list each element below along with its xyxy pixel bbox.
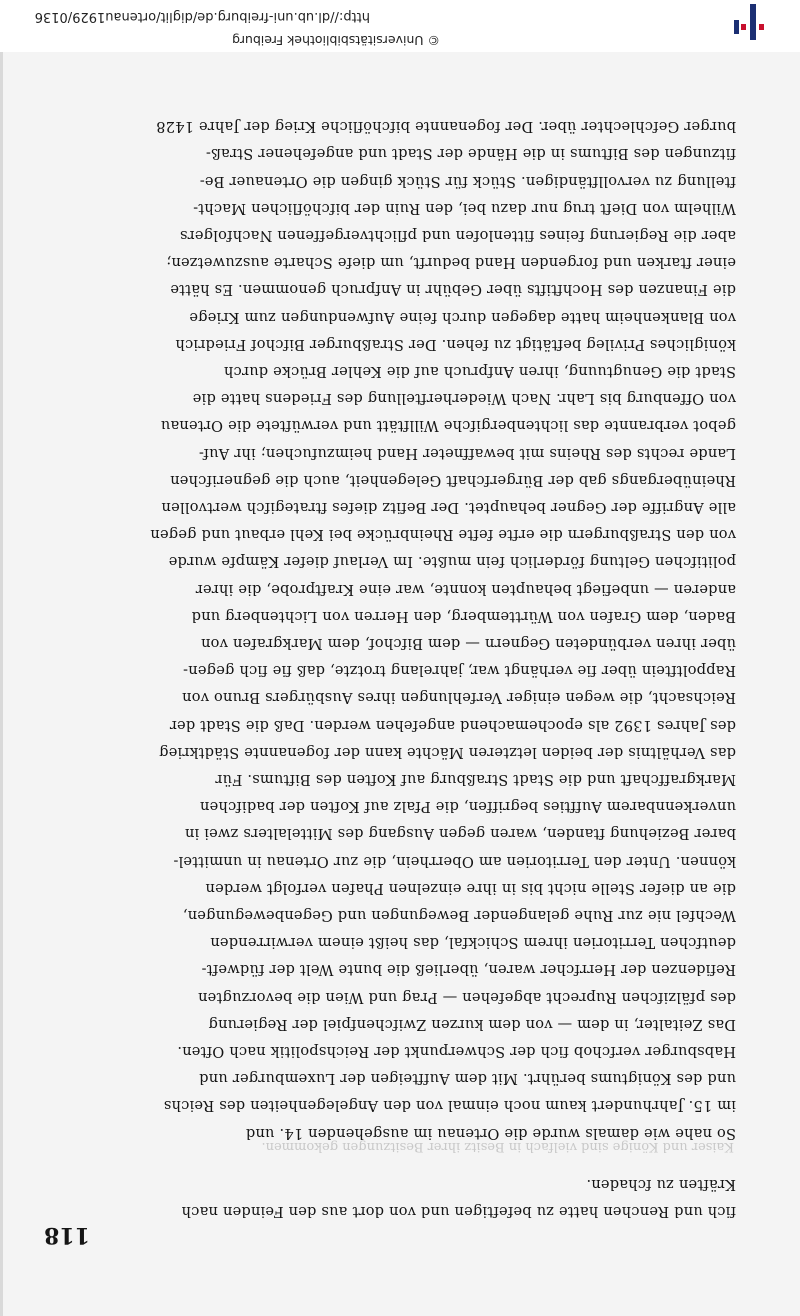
text-line: fitzungen des Biftums in die Hände der Stadt und angefehener Straß- — [205, 145, 736, 163]
page-number: 118 — [44, 1222, 90, 1248]
text-line: von den Straßburgern die erfte fefte Rheinbrücke bei Kehl erbaut und gegen — [150, 526, 736, 544]
text-line: Kräften zu fchaden. — [586, 1175, 736, 1193]
text-line: Lande rechts des Rheins mit bewaffneter Hand heimzufuchen; ihr Auf- — [198, 444, 736, 462]
text-line: Rappoltftein über fie verhängt war, jahrelang trotzte, daß fie fich gegen- — [182, 662, 736, 680]
text-line: über ihren verbündeten Gegnern — dem Bifchof, dem Markgrafen von — [200, 635, 736, 652]
text-line: unverkennbarem Auffties begriffen, die Pfalz auf Koften der badifchen — [199, 798, 736, 816]
text-line: aber die Regierung feines fittenlofen und pflichtvergeffenen Nachfolgers — [179, 227, 736, 244]
text-line: Baden, dem Grafen von Württemberg, den Herren von Lichtenberg und — [191, 607, 736, 625]
text-line: Markgraffchaft und die Stadt Straßburg auf Koften des Biftums. Für — [215, 771, 736, 788]
scan-edge — [0, 0, 3, 1316]
text-line: deutfchen Territorien ihrem Schickfal, das heißt einem verwirrenden — [210, 934, 736, 952]
copyright-notice: © Universitätsbibliothek Freiburg — [232, 33, 440, 48]
text-line: alle Angriffe der Gegner behauptet. Der Befitz diefes ftrategifch wertvollen — [161, 499, 736, 516]
text-line: ftellung zu vervollftändigen. Stück für Stück gingen die Ortenauer Be- — [199, 172, 736, 190]
text-line: fich und Renchen hatte zu befeftigen und von dort aus den Feinden nach — [181, 1203, 736, 1220]
text-line: Rheinübergangs gab der Bürgerfchaft Gelegenheit, auch die gegnerifchen — [169, 471, 736, 489]
text-line: politifchen Geltung förderlich fein mußte. Im Verlauf diefer Kämpfe wurde — [168, 553, 736, 571]
text-line: und des Königtums berührt. Mit dem Auffteigen der Luxemburger und — [198, 1070, 736, 1088]
text-line: Refidenzen der Herrfcher waren, überließ die bunte Welt der füdweft- — [201, 961, 736, 979]
text-line: können. Unter den Territorien am Oberrhein, die zur Ortenau in unmittel- — [173, 852, 736, 870]
text-line: gebot verbrannte das lichtenbergifche Willftätt und verwüftete die Ortenau — [160, 417, 736, 435]
bleed-through-line: Kaiser und Könige sind vielfach in Besitz ihrer Besitzungen gekommen. — [261, 1139, 734, 1154]
text-line: Reichsacht, die wegen einiger Verfehlungen ihres Ausbürgers Bruno von — [181, 689, 736, 707]
text-line: Das Zeitalter, in dem — von dem kurzen Zwifchenfpiel der Regierung — [208, 1015, 736, 1033]
ub-freiburg-logo-icon — [730, 2, 772, 44]
text-line: burger Gefchlechter über. Der fogenannte bifchöfliche Krieg der Jahre 1428 — [155, 118, 736, 136]
text-line: im 15. Jahrhundert kaum noch einmal von den Angelegenheiten des Reichs — [163, 1097, 736, 1115]
text-line: von Blankenheim hatte dagegen durch feine Aufwendungen zum Kriege — [189, 308, 736, 326]
text-line: das Verhältnis der beiden letzteren Mächte kann der fogenannte Städtkrieg — [158, 743, 736, 761]
text-line: Stadt die Genugtuung, ihren Anfpruch auf die Kehler Brücke durch — [223, 363, 736, 380]
text-line: Wilhelm von Dieft trug nur dazu bei, den Ruin der bifchöflichen Macht- — [192, 199, 736, 217]
text-line: einer ftarken und forgenden Hand bedurft, um diefe Scharte auszuwetzen; — [166, 254, 736, 272]
viewer-header — [0, 0, 800, 52]
document-url-link[interactable]: http://dl.ub.uni-freiburg.de/diglit/ortenau1929/0136 — [34, 9, 370, 24]
text-line: die Finanzen des Hochftifts über Gebühr in Anfpruch genommen. Es hätte — [170, 281, 736, 299]
text-line: des pfälzifchen Ruprecht abgefehen — Prag und Wien die bevorzugten — [197, 988, 736, 1006]
text-line: königliches Privileg beftätigt zu fehen. Der Straßburger Bifchof Friedrich — [175, 335, 736, 353]
text-line: die an diefer Stelle nicht bis in ihre einzelnen Phafen verfolgt werden — [205, 879, 736, 897]
text-line: Wechfel nie zur Ruhe gelangender Bewegungen und Gegenbewegungen, — [182, 907, 736, 924]
text-line: So nahe wie damals wurde die Ortenau im ausgehenden 14. und — [245, 1124, 736, 1142]
text-line: von Offenburg bis Lahr. Nach Wiederherftellung des Friedens hatte die — [192, 390, 736, 408]
text-line: anderen — unbefiegt behaupten konnte, war eine Kraftprobe, die ihrer — [195, 580, 736, 598]
text-line: barer Beziehung ftanden, waren gegen Ausgang des Mittelalters zwei in — [184, 825, 736, 843]
text-line: Habsburger verfchob fich der Schwerpunkt der Reichspolitik nach Often. — [177, 1043, 736, 1060]
text-line: des Jahres 1392 als epochemachend angefehen werden. Daß die Stadt der — [169, 716, 736, 734]
